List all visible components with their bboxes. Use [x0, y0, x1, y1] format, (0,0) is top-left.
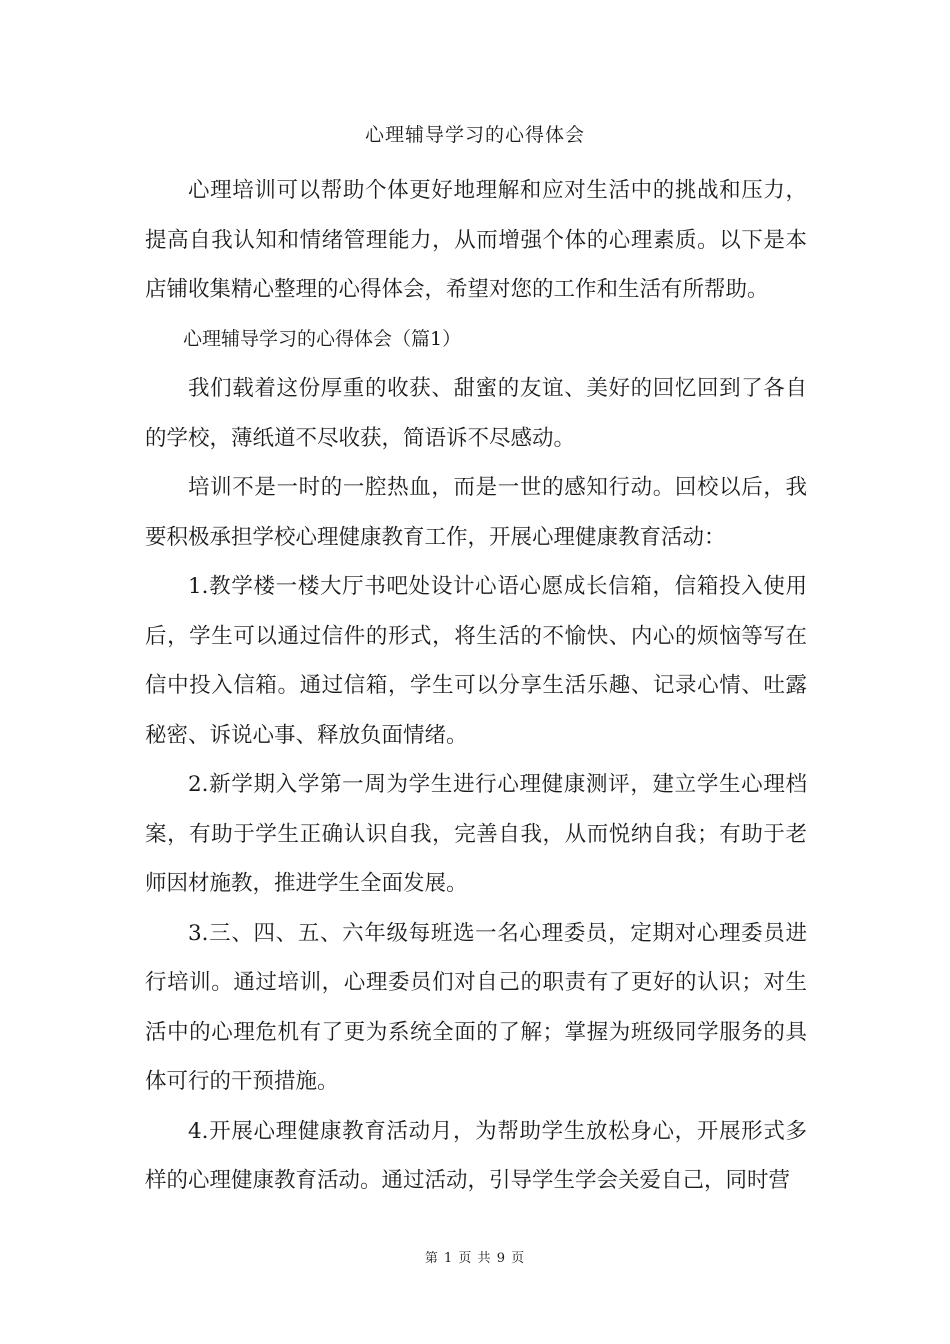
document-title: 心理辅导学习的心得体会: [364, 124, 585, 146]
list-item-4: 4.开展心理健康教育活动月，为帮助学生放松身心，开展形式多样的心理健康教育活动。通过活动，引导学生学会关爱自己，同时营: [145, 1118, 807, 1193]
list-item-1: 1.教学楼一楼大厅书吧处设计心语心愿成长信箱，信箱投入使用后，学生可以通过信件的形式，将生活的不愉快、内心的烦恼等写在信中投入信箱。通过信箱，学生可以分享生活乐趣、记录心情、吐露秘密、诉说心事、释放负面情绪。: [145, 574, 807, 748]
body-paragraph: 我们载着这份厚重的收获、甜蜜的友谊、美好的回忆回到了各自的学校，薄纸道不尽收获，简语诉不尽感动。: [145, 376, 807, 451]
body-paragraph: 培训不是一时的一腔热血，而是一世的感知行动。回校以后，我要积极承担学校心理健康教育工作，开展心理健康教育活动：: [145, 475, 807, 550]
section-heading: 心理辅导学习的心得体会（篇1）: [183, 327, 462, 350]
document-body: [145, 166, 807, 1206]
intro-paragraph: 心理培训可以帮助个体更好地理解和应对生活中的挑战和压力，提高自我认知和情绪管理能力，从而增强个体的心理素质。以下是本店铺收集精心整理的心得体会，希望对您的工作和生活有所帮助。: [145, 178, 807, 302]
list-item-3: 3.三、四、五、六年级每班选一名心理委员，定期对心理委员进行培训。通过培训，心理委员们对自己的职责有了更好的认识；对生活中的心理危机有了更为系统全面的了解；掌握为班级同学服务的具体可行的干预措施。: [145, 920, 807, 1094]
list-item-2: 2.新学期入学第一周为学生进行心理健康测评，建立学生心理档案，有助于学生正确认识自我，完善自我，从而悦纳自我；有助于老师因材施教，推进学生全面发展。: [145, 772, 807, 896]
page-number: 第 1 页 共 9 页: [424, 1251, 526, 1266]
